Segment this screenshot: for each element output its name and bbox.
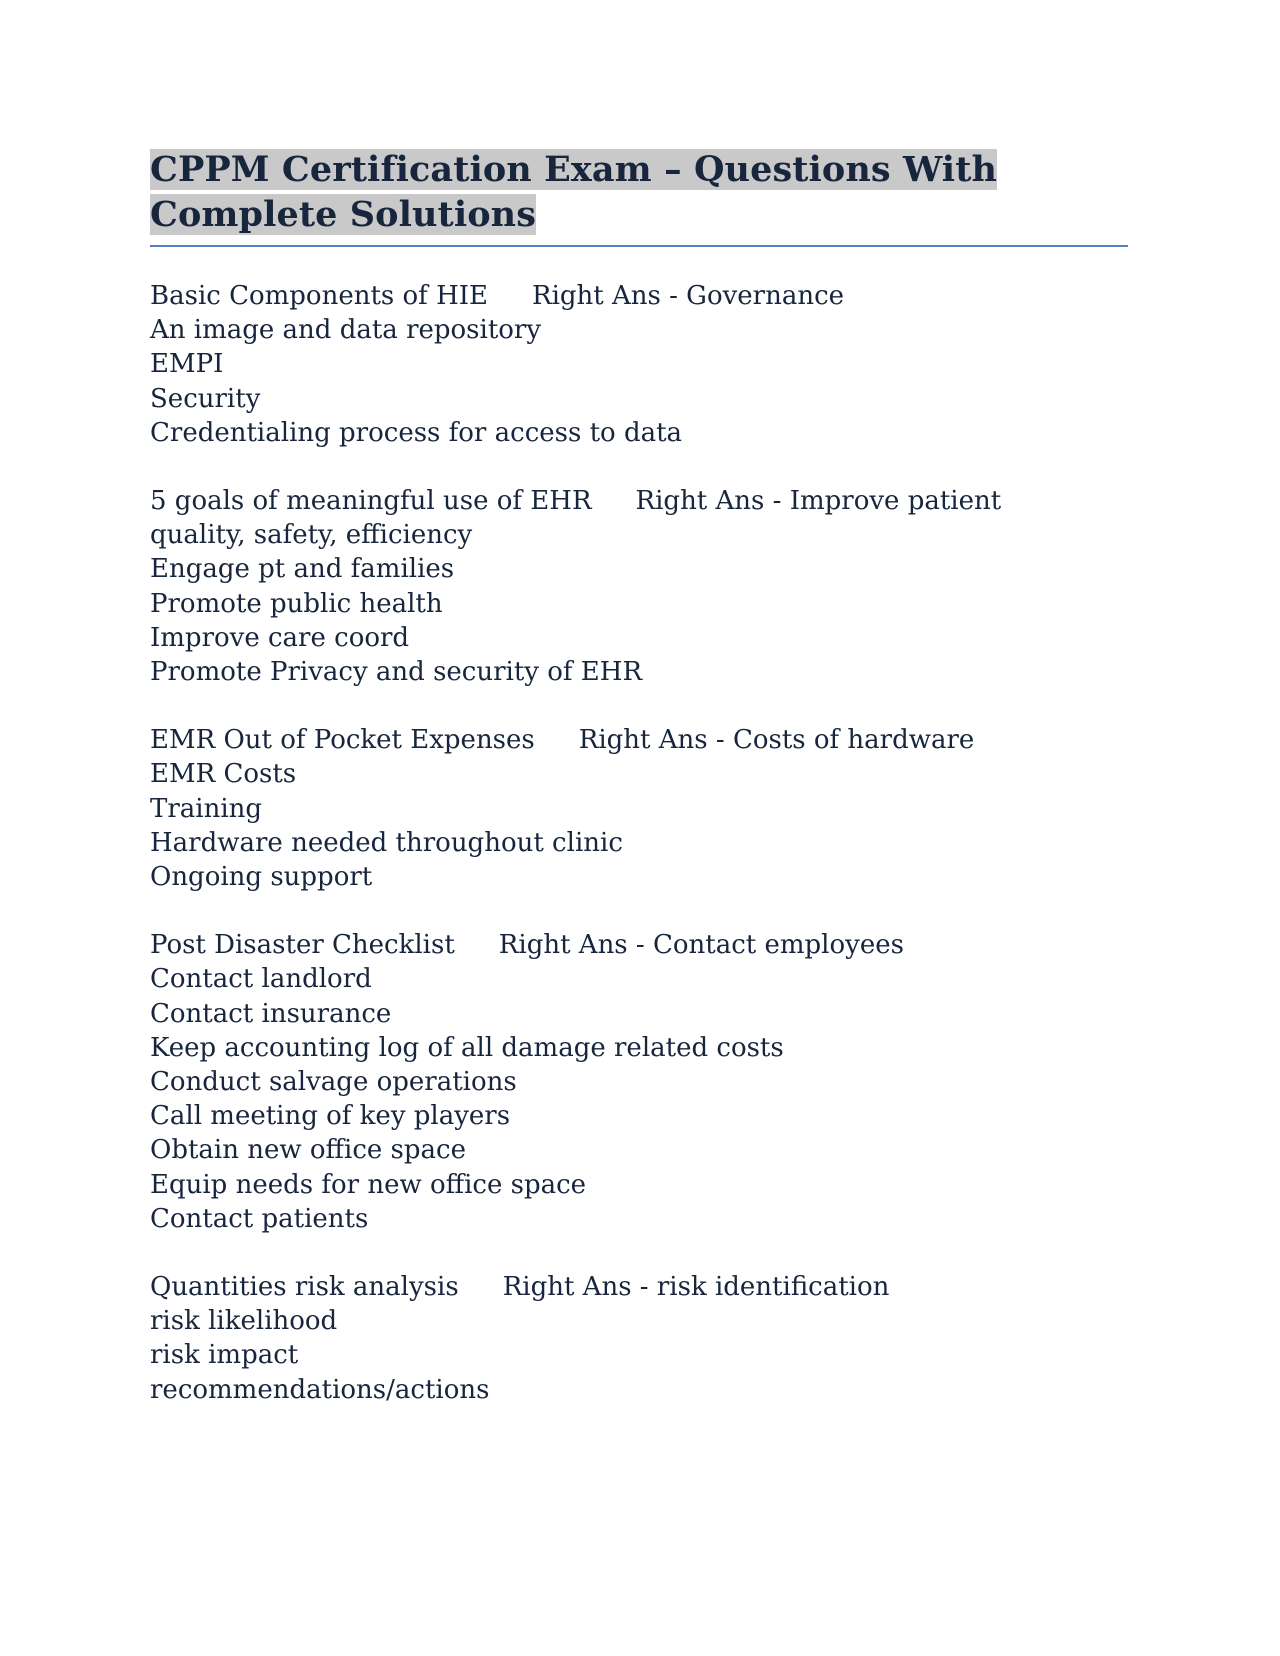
answer-line: Costs of hardware xyxy=(732,725,975,756)
answer-prefix: Right Ans - xyxy=(578,725,733,756)
answer-line: Improve care coord xyxy=(150,622,410,653)
answer-line: risk impact xyxy=(150,1340,299,1371)
answer-line: Engage pt and families xyxy=(150,554,455,585)
question-text: Quantities risk analysis xyxy=(150,1272,459,1303)
answer-line: Call meeting of key players xyxy=(150,1101,511,1132)
qa-item xyxy=(150,484,1128,689)
answer-line: Keep accounting log of all damage related costs xyxy=(150,1032,784,1063)
answer-line: EMR Costs xyxy=(150,759,297,790)
answer-line: risk identification xyxy=(656,1272,890,1303)
question-text: 5 goals of meaningful use of EHR xyxy=(150,486,592,517)
answer-line: Obtain new office space xyxy=(150,1135,466,1166)
qa-item xyxy=(150,723,1128,894)
answer-line: Promote Privacy and security of EHR xyxy=(150,657,643,688)
answer-prefix: Right Ans - xyxy=(635,486,790,517)
answer-line: Credentialing process for access to data xyxy=(150,417,683,448)
answer-line: Security xyxy=(150,383,261,414)
answer-line: Contact insurance xyxy=(150,998,392,1029)
answer-line: risk likelihood xyxy=(150,1306,338,1337)
qa-item xyxy=(150,1270,1128,1407)
document-title xyxy=(150,147,1128,237)
document-title-text: CPPM Certification Exam – Questions With Complete Solutions xyxy=(150,149,998,235)
answer-line: Hardware needed throughout clinic xyxy=(150,827,623,858)
question-text: Post Disaster Checklist xyxy=(150,930,455,961)
qa-first-line xyxy=(150,484,1030,552)
question-text: EMR Out of Pocket Expenses xyxy=(150,725,535,756)
answer-line: Contact landlord xyxy=(150,964,372,995)
answer-line: Improve patient quality, safety, efficiency xyxy=(150,486,1002,551)
qa-first-line xyxy=(150,279,1030,313)
answer-line: recommendations/actions xyxy=(150,1374,490,1405)
question-text: Basic Components of HIE xyxy=(150,281,488,311)
answer-prefix: Right Ans - xyxy=(532,281,687,311)
answer-line: Contact employees xyxy=(652,930,904,961)
qa-first-line xyxy=(150,928,1030,962)
answer-line: Promote public health xyxy=(150,588,443,619)
answer-line: Equip needs for new office space xyxy=(150,1169,587,1200)
document-page xyxy=(150,147,1128,1407)
qa-first-line xyxy=(150,1270,1030,1304)
title-underline-rule xyxy=(150,245,1128,247)
answer-line: Training xyxy=(150,793,263,824)
qa-item xyxy=(150,928,1128,1236)
answer-prefix: Right Ans - xyxy=(498,930,653,961)
qa-first-line xyxy=(150,723,1030,757)
answer-line: An image and data repository xyxy=(150,315,542,346)
answer-prefix: Right Ans - xyxy=(502,1272,657,1303)
answer-line: Contact patients xyxy=(150,1203,369,1234)
answer-line: Conduct salvage operations xyxy=(150,1067,517,1098)
qa-item xyxy=(150,279,1128,450)
qa-list xyxy=(150,279,1128,1407)
answer-line: Ongoing support xyxy=(150,862,373,893)
answer-line: EMPI xyxy=(150,349,224,380)
answer-line: Governance xyxy=(686,281,845,311)
